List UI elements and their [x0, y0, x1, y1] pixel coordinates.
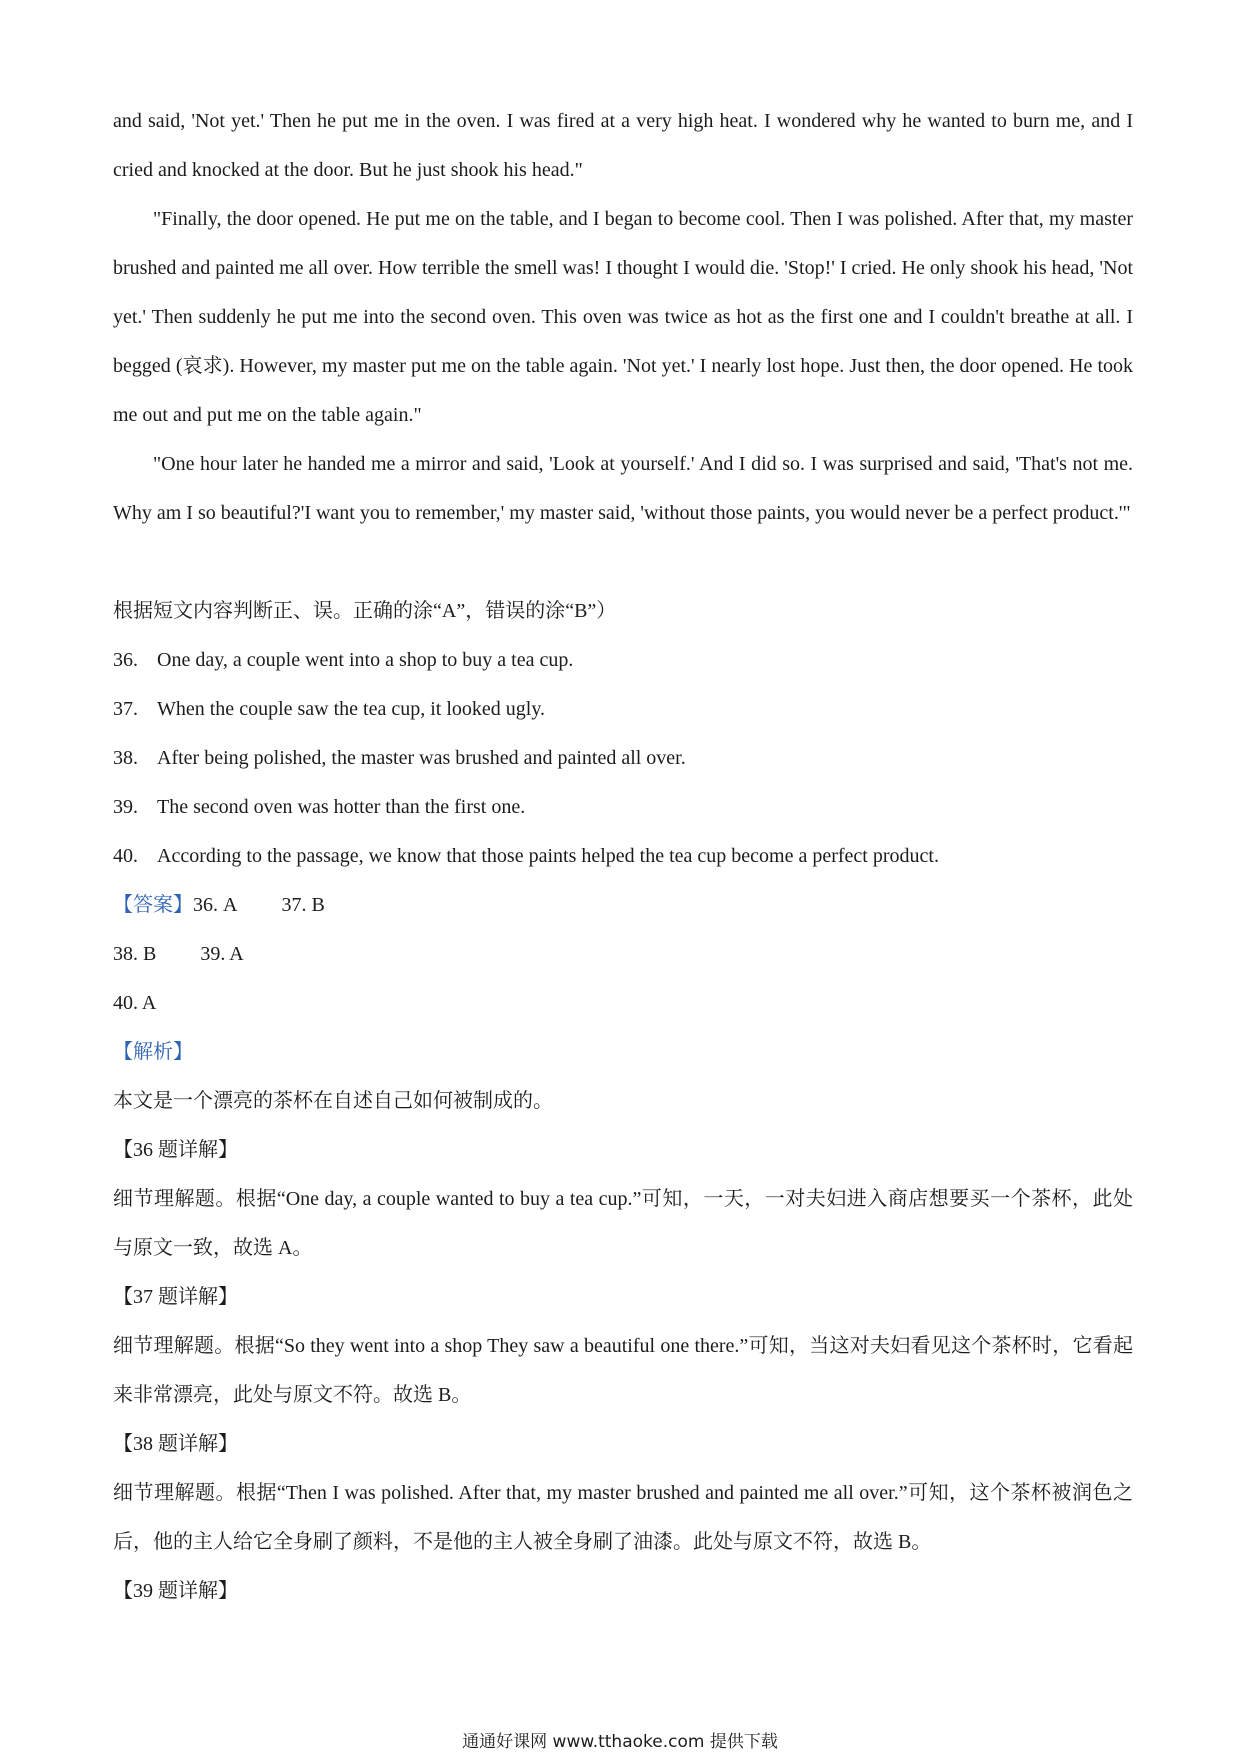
analysis-tag: 【解析】 [113, 1041, 193, 1063]
question-text: When the couple saw the tea cup, it looked ugly. [157, 698, 546, 720]
analysis-summary: 本文是一个漂亮的茶杯在自述自己如何被制成的。 [113, 1090, 553, 1112]
question-36 [113, 636, 1133, 685]
answer-line-2 [113, 930, 1133, 979]
question-40 [113, 832, 1133, 881]
story-passage [113, 97, 1133, 538]
page-footer: 通通好课网 www.tthaoke.com 提供下载 [462, 1732, 778, 1752]
q36-detail-title: 【36 题详解】 [113, 1139, 238, 1161]
q39-detail-title: 【39 题详解】 [113, 1580, 238, 1602]
instruction-text: 根据短文内容判断正、误。正确的涂“A”，错误的涂“B”） [113, 600, 617, 622]
q37-detail-title: 【37 题详解】 [113, 1286, 238, 1308]
question-number: 38. [113, 747, 138, 769]
answer-38: 38. B [113, 943, 157, 965]
question-text: The second oven was hotter than the first one. [157, 796, 526, 818]
question-number: 37. [113, 698, 138, 720]
answer-tag: 【答案】 [113, 894, 193, 916]
q37-detail-text: 细节理解题。根据“So they went into a shop They saw a beautiful one there.”可知，当这对夫妇看见这个茶杯时，它看起来非常漂亮，此处与原文不符。故选 B。 [113, 1335, 1133, 1406]
answer-line-1 [113, 881, 1133, 930]
question-number: 40. [113, 845, 138, 867]
q36-detail-text: 细节理解题。根据“One day, a couple wanted to buy a tea cup.”可知，一天，一对夫妇进入商店想要买一个茶杯，此处与原文一致，故选 A。 [113, 1188, 1133, 1259]
answer-36: 36. A [193, 894, 238, 916]
question-number: 36. [113, 649, 138, 671]
question-text: According to the passage, we know that those paints helped the tea cup become a perfect product. [157, 845, 939, 867]
question-37 [113, 685, 1133, 734]
story-paragraph-2: "Finally, the door opened. He put me on the table, and I began to become cool. Then I was polished. After that, my master brushed and painted me all over. How terrible the smell was! I thought I would die. 'Stop!' I cried. He only shook his head, 'Not yet.' Then suddenly he put me into the second oven. This oven was twice as hot as the first one and I couldn't breathe at all. I begged (哀求). However, my master put me on the table again. 'Not yet.' I nearly lost hope. Just then, the door opened. He took me out and put me on the table again." [113, 208, 1133, 426]
question-text: One day, a couple went into a shop to buy a tea cup. [157, 649, 574, 671]
q38-detail-title: 【38 题详解】 [113, 1433, 238, 1455]
answer-39: 39. A [200, 943, 244, 965]
answer-37: 37. B [281, 894, 325, 916]
question-38 [113, 734, 1133, 783]
q38-detail-text: 细节理解题。根据“Then I was polished. After that, my master brushed and painted me all over.”可知，这个茶杯被润色之后，他的主人给它全身刷了颜料，不是他的主人被全身刷了油漆。此处与原文不符，故选 B。 [113, 1482, 1133, 1553]
question-39 [113, 783, 1133, 832]
story-paragraph-1: and said, 'Not yet.' Then he put me in the oven. I was fired at a very high heat. I wondered why he wanted to burn me, and I cried and knocked at the door. But he just shook his head." [113, 110, 1133, 181]
answer-line-3: 40. A [113, 992, 157, 1014]
question-text: After being polished, the master was brushed and painted all over. [157, 747, 686, 769]
question-number: 39. [113, 796, 138, 818]
story-paragraph-3: "One hour later he handed me a mirror and said, 'Look at yourself.' And I did so. I was surprised and said, 'That's not me. Why am I so beautiful?'I want you to remember,' my master said, 'without those paints, you would never be a perfect product.'" [113, 453, 1133, 524]
